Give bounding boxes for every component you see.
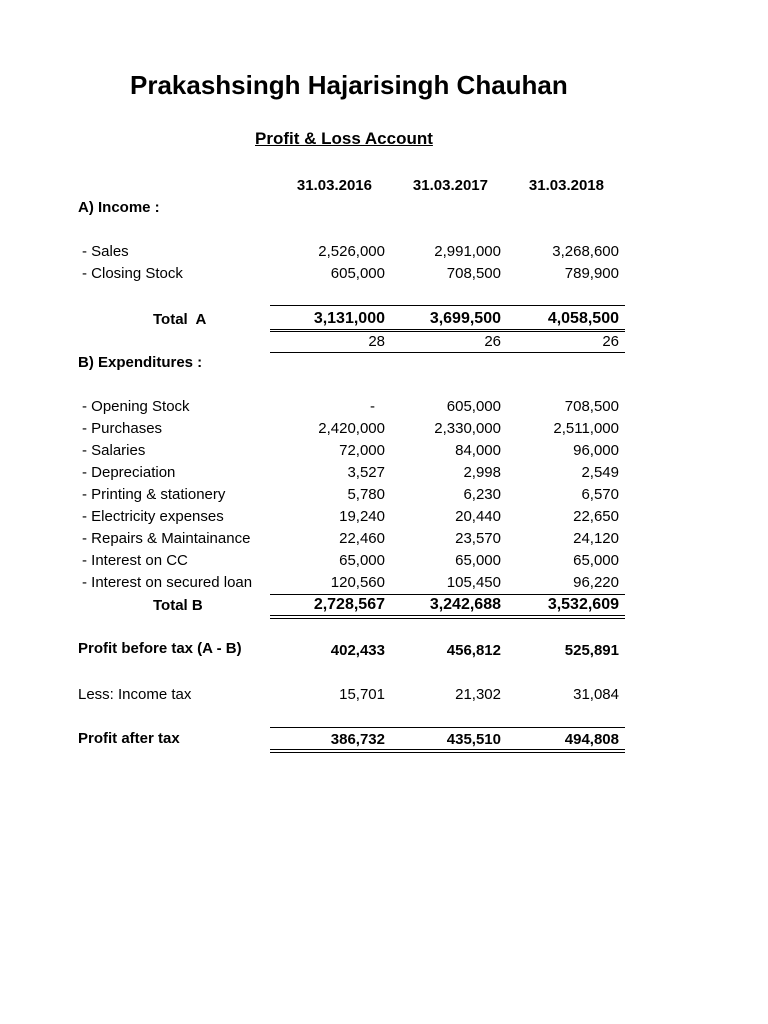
pat-2018: 494,808 — [564, 731, 619, 748]
expenditure-cell: 708,500 — [564, 398, 619, 415]
expenditure-cell: 96,220 — [573, 574, 619, 591]
pat-2016: 386,732 — [330, 731, 385, 748]
expenditure-cell: 2,998 — [463, 464, 501, 481]
column-header-2017: 31.03.2017 — [412, 177, 488, 194]
expenditure-cell: 2,420,000 — [318, 420, 385, 437]
expenditure-row-label: - Opening Stock — [82, 398, 190, 415]
total-b-top-rule — [270, 594, 625, 595]
cell-sales-2018: 3,268,600 — [552, 243, 619, 260]
expenditure-cell: 72,000 — [339, 442, 385, 459]
expenditure-row-label: - Interest on CC — [82, 552, 188, 569]
pbt-label: Profit before tax (A - B) — [78, 640, 242, 657]
pbt-2018: 525,891 — [564, 642, 619, 659]
page-title: Prakashsingh Hajarisingh Chauhan — [130, 70, 568, 100]
tax-2017: 21,302 — [455, 686, 501, 703]
expenditure-cell: 96,000 — [573, 442, 619, 459]
expenditure-cell: 65,000 — [573, 552, 619, 569]
row-label-sales: - Sales — [82, 243, 129, 260]
expenditure-cell: 5,780 — [347, 486, 385, 503]
expenditure-cell: 65,000 — [455, 552, 501, 569]
expenditure-cell: 22,650 — [573, 508, 619, 525]
expenditure-cell: 20,440 — [455, 508, 501, 525]
column-header-2016: 31.03.2016 — [296, 177, 372, 194]
expenditure-cell: 84,000 — [455, 442, 501, 459]
total-b-bottom-rule-1 — [270, 615, 625, 616]
expenditure-cell: 24,120 — [573, 530, 619, 547]
expenditure-cell: 605,000 — [446, 398, 501, 415]
expenditure-row-label: - Depreciation — [82, 464, 176, 481]
total-b-2018: 3,532,609 — [547, 596, 619, 613]
expenditure-cell: 22,460 — [339, 530, 385, 547]
expenditure-cell: - — [370, 398, 375, 415]
pat-bottom-rule-1 — [270, 749, 625, 750]
total-b-bottom-rule-2 — [270, 618, 625, 619]
pat-bottom-rule-2 — [270, 752, 625, 753]
expenditure-cell: 6,230 — [463, 486, 501, 503]
expenditure-row-label: - Electricity expenses — [82, 508, 224, 525]
ratio-2017: 26 — [484, 333, 501, 350]
pat-top-rule — [270, 727, 625, 728]
total-a-label: Total A — [153, 311, 207, 328]
expenditure-cell: 105,450 — [446, 574, 501, 591]
ratio-2016: 28 — [368, 333, 385, 350]
ratio-2018: 26 — [602, 333, 619, 350]
cell-closing-stock-2018: 789,900 — [564, 265, 619, 282]
cell-sales-2016: 2,526,000 — [318, 243, 385, 260]
tax-label: Less: Income tax — [78, 686, 192, 703]
tax-2018: 31,084 — [573, 686, 619, 703]
expenditure-row-label: - Purchases — [82, 420, 163, 437]
column-header-2018: 31.03.2018 — [528, 177, 604, 194]
total-a-2016: 3,131,000 — [313, 310, 385, 327]
total-b-2017: 3,242,688 — [429, 596, 501, 613]
pbt-2017: 456,812 — [446, 642, 501, 659]
statement-subtitle: Profit & Loss Account — [255, 129, 433, 148]
expenditure-cell: 3,527 — [347, 464, 385, 481]
expenditure-row-label: - Repairs & Maintainance — [82, 530, 251, 547]
expenditure-cell: 2,330,000 — [434, 420, 501, 437]
cell-closing-stock-2016: 605,000 — [330, 265, 385, 282]
cell-sales-2017: 2,991,000 — [434, 243, 501, 260]
total-b-label: Total B — [153, 597, 203, 614]
total-a-top-rule — [270, 305, 625, 306]
expenditure-cell: 65,000 — [339, 552, 385, 569]
expenditure-cell: 2,549 — [581, 464, 619, 481]
expenditure-cell: 23,570 — [455, 530, 501, 547]
tax-2016: 15,701 — [339, 686, 385, 703]
pat-label: Profit after tax — [78, 730, 180, 747]
expenditure-row-label: - Printing & stationery — [82, 486, 226, 503]
expenditure-cell: 120,560 — [330, 574, 385, 591]
total-a-2017: 3,699,500 — [429, 310, 501, 327]
pbt-2016: 402,433 — [330, 642, 385, 659]
total-b-2016: 2,728,567 — [313, 596, 385, 613]
ratio-bottom-rule — [270, 352, 625, 353]
expenditure-row-label: - Interest on secured loan — [82, 574, 253, 591]
row-label-closing-stock: - Closing Stock — [82, 265, 183, 282]
expenditure-cell: 2,511,000 — [553, 420, 619, 437]
pat-2017: 435,510 — [446, 731, 501, 748]
total-a-bottom-rule-2 — [270, 331, 625, 332]
total-a-2018: 4,058,500 — [547, 310, 619, 327]
expenditure-cell: 6,570 — [581, 486, 619, 503]
expenditure-cell: 19,240 — [339, 508, 385, 525]
expenditure-row-label: - Salaries — [82, 442, 146, 459]
expenditures-heading: B) Expenditures : — [78, 354, 203, 371]
income-heading: A) Income : — [78, 199, 160, 216]
total-a-bottom-rule-1 — [270, 329, 625, 330]
cell-closing-stock-2017: 708,500 — [446, 265, 501, 282]
